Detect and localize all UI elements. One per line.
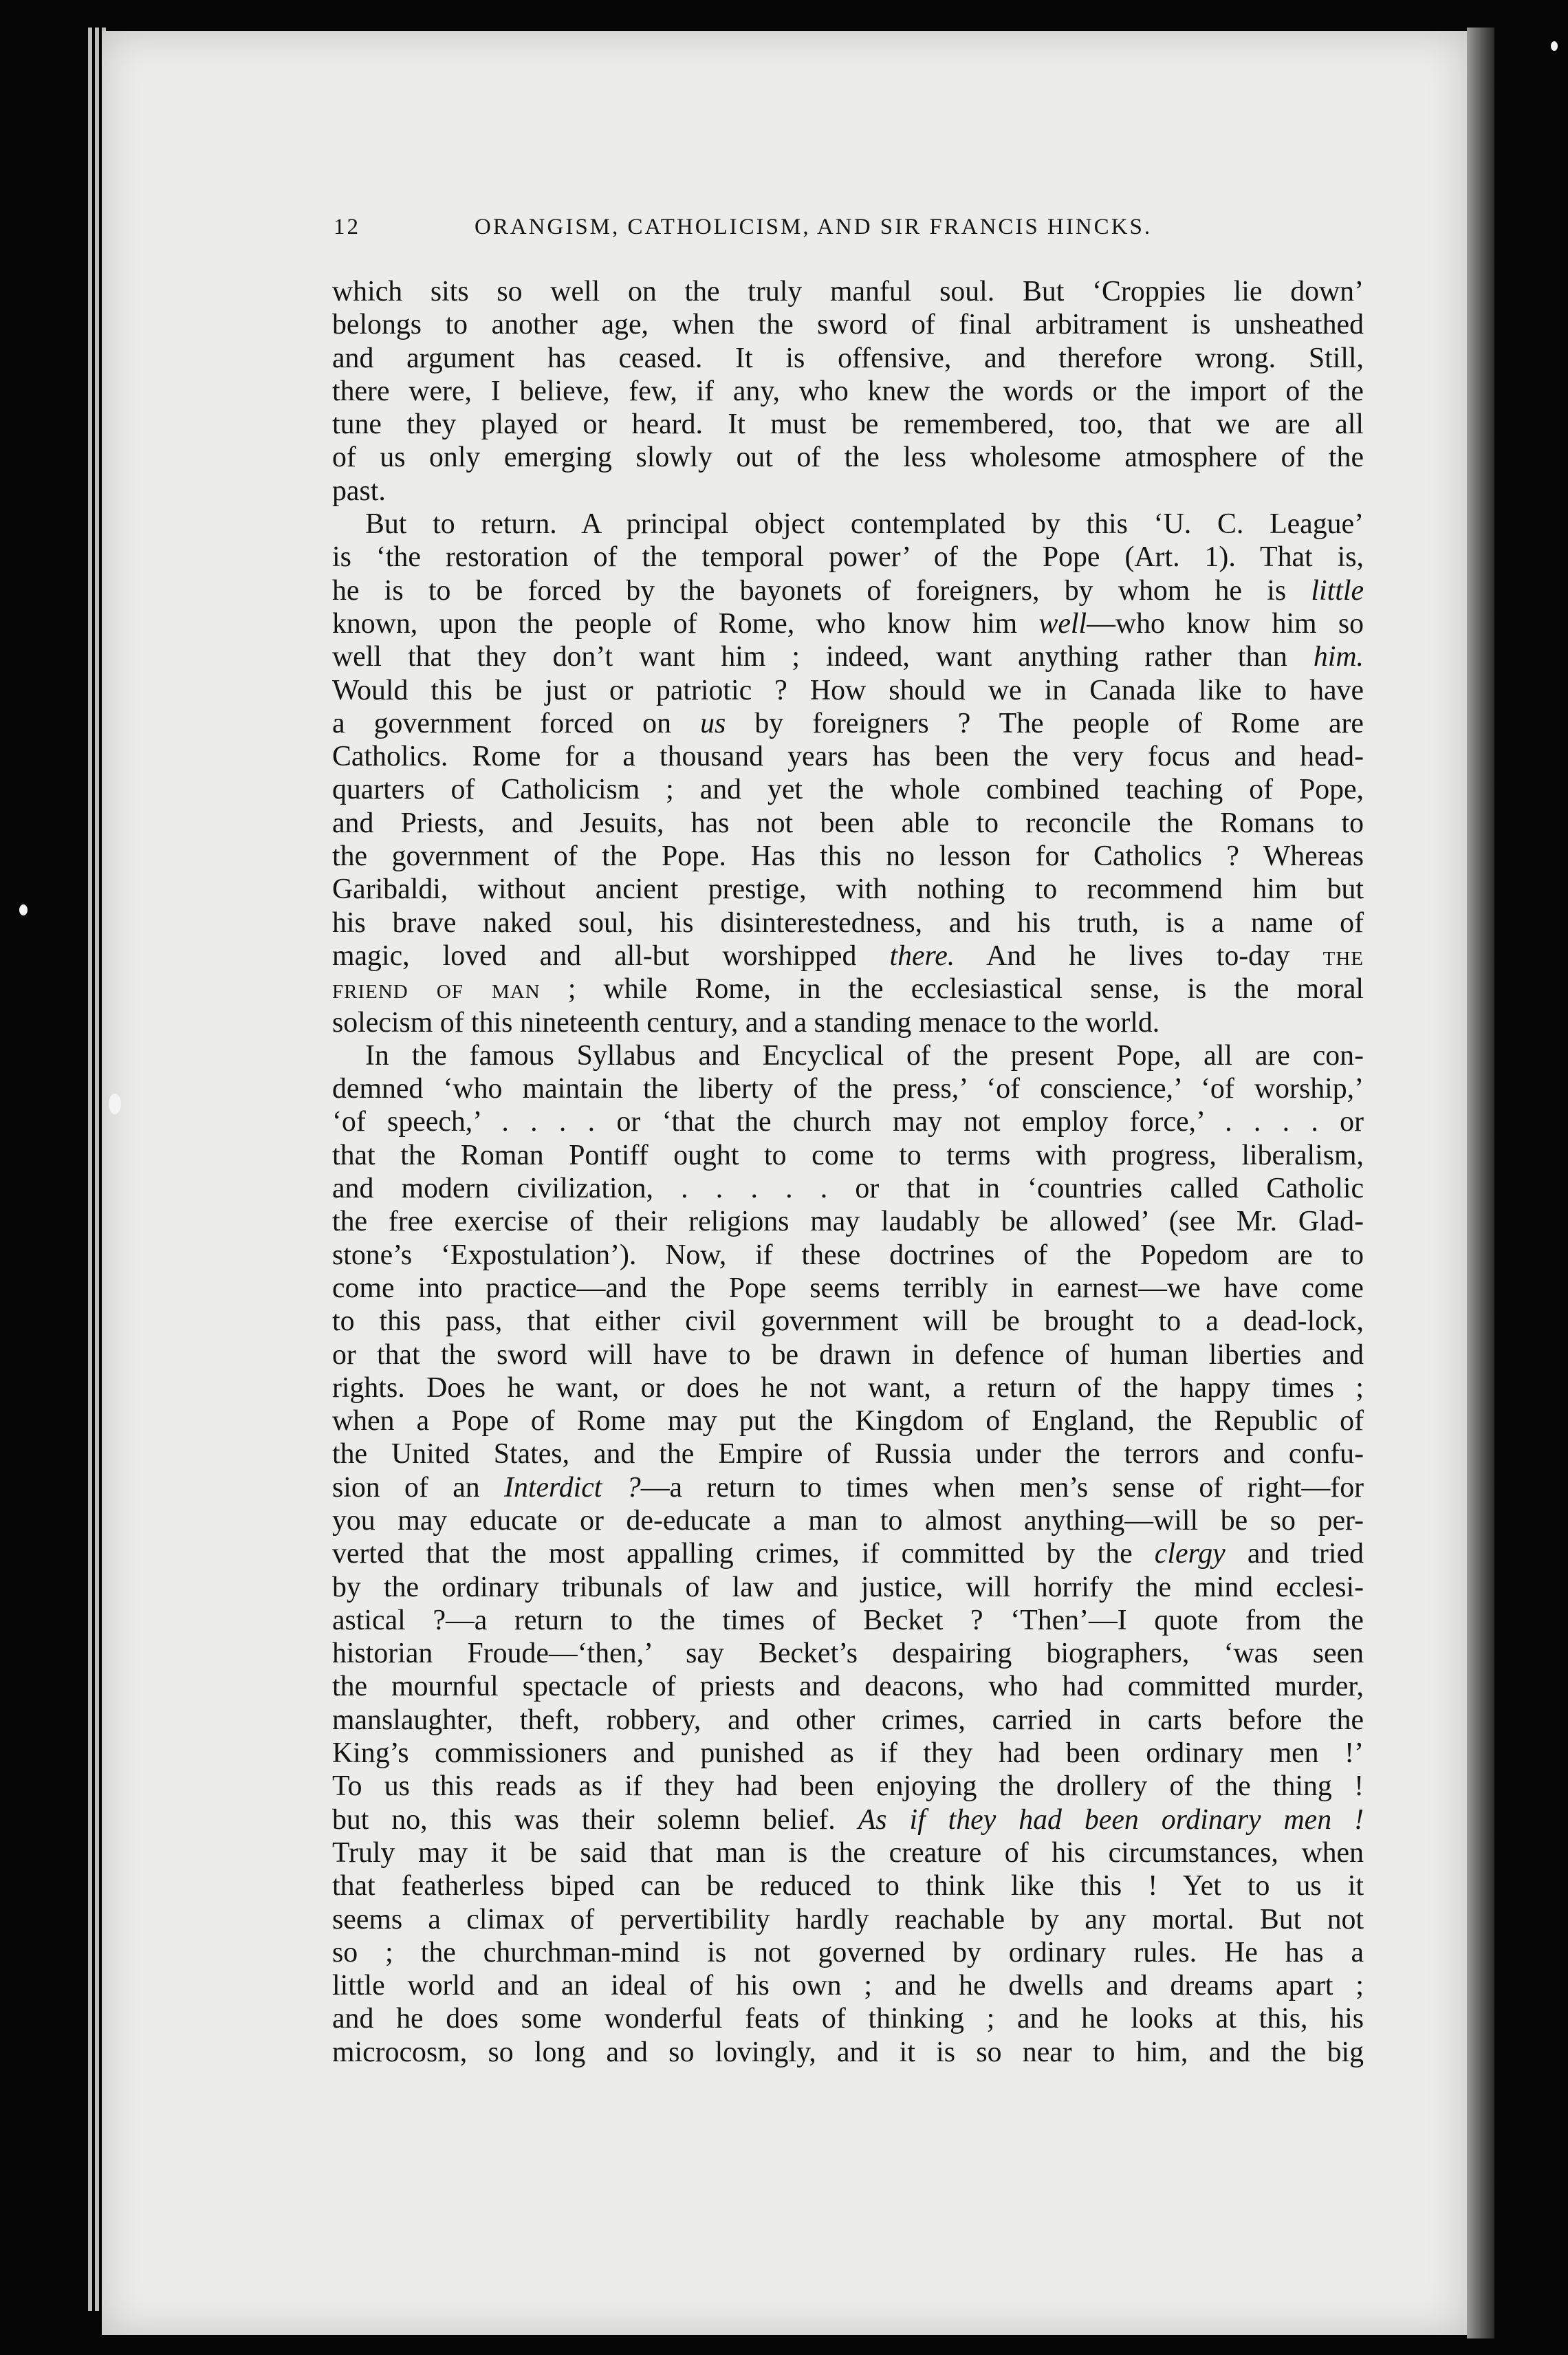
text-line: of us only emerging slowly out of the less wholesome atmosphere of the <box>332 442 1364 474</box>
text-line: or that the sword will have to be drawn in defence of human liberties and <box>332 1338 1364 1371</box>
text-line: belongs to another age, when the sword of final arbitrament is unsheathed <box>332 309 1364 341</box>
italic-run: him. <box>1313 641 1364 673</box>
text-line: to this pass, that either civil government will be brought to a dead-lock, <box>332 1305 1364 1338</box>
small-caps-run: the <box>1322 940 1364 972</box>
text-line: you may educate or de-educate a man to almost anything—will be so per- <box>332 1504 1364 1537</box>
film-speck <box>109 1094 121 1114</box>
italic-run: there. <box>889 940 955 972</box>
text-line: there were, I believe, few, if any, who knew the words or the import of the <box>332 375 1364 407</box>
page-edge <box>88 28 92 2311</box>
paragraph <box>332 508 1364 1039</box>
text-line: and modern civilization, . . . . . or that in ‘countries called Catholic <box>332 1173 1364 1205</box>
text-line: solecism of this nineteenth century, and a standing menace to the world. <box>332 1006 1160 1039</box>
running-head-title: ORANGISM, CATHOLICISM, AND SIR FRANCIS HINCKS. <box>475 215 1153 239</box>
text-line <box>332 940 1364 973</box>
paragraph <box>332 1039 1364 2069</box>
text-line: seems a climax of pervertibility hardly reachable by any mortal. But not <box>332 1903 1364 1935</box>
text-line: demned ‘who maintain the liberty of the press,’ ‘of conscience,’ ‘of worship,’ <box>332 1073 1364 1105</box>
italic-run: well <box>1038 607 1087 640</box>
text-line: ‘of speech,’ . . . . or ‘that the church may not employ force,’ . . . . or <box>332 1106 1364 1138</box>
film-speck <box>19 904 28 915</box>
text-line: historian Froude—‘then,’ say Becket’s despairing biographers, ‘was seen <box>332 1638 1364 1670</box>
text-run: And he lives to-day <box>955 940 1323 972</box>
paragraph <box>332 275 1364 508</box>
text-line: come into practice—and the Pope seems terribly in earnest—we have come <box>332 1272 1364 1304</box>
page-number: 12 <box>334 215 360 239</box>
text-line: past. <box>332 475 386 507</box>
text-line: and he does some wonderful feats of thinking ; and he looks at this, his <box>332 2003 1364 2035</box>
text-line: But to return. A principal object contemplated by this ‘U. C. League’ <box>365 508 1364 541</box>
text-line: by the ordinary tribunals of law and justice, will horrify the mind ecclesi- <box>332 1571 1364 1603</box>
text-run: —a return to times when men’s sense of right—for <box>640 1471 1364 1504</box>
text-run: —who know him so <box>1087 607 1364 640</box>
text-run: magic, loved and all-but worshipped <box>332 940 890 972</box>
text-line: stone’s ‘Expostulation’). Now, if these doctrines of the Popedom are to <box>332 1239 1364 1271</box>
text-line: when a Pope of Rome may put the Kingdom of England, the Republic of <box>332 1405 1364 1437</box>
text-line: that featherless biped can be reduced to think like this ! Yet to us it <box>332 1870 1364 1902</box>
text-run: sion of an <box>332 1471 505 1504</box>
text-line: Would this be just or patriotic ? How should we in Canada like to have <box>332 674 1364 706</box>
italic-run: Interdict ? <box>504 1471 641 1504</box>
text-line: In the famous Syllabus and Encyclical of the present Pope, all are con- <box>365 1039 1364 1072</box>
page-edge <box>95 28 99 2311</box>
text-run: known, upon the people of Rome, who know him <box>332 607 1039 640</box>
text-run: he is to be forced by the bayonets of foreigners, by whom he is <box>332 574 1311 607</box>
film-speck <box>1551 41 1558 51</box>
italic-run: little <box>1311 574 1364 607</box>
text-line: Garibaldi, without ancient prestige, with nothing to recommend him but <box>332 873 1364 906</box>
text-line <box>332 574 1364 607</box>
text-line: and argument has ceased. It is offensive, and therefore wrong. Still, <box>332 342 1364 374</box>
text-line: King’s commissioners and punished as if they had been ordinary men !’ <box>332 1737 1364 1770</box>
text-line <box>332 973 1364 1006</box>
text-run: a government forced on <box>332 707 701 739</box>
text-line <box>332 1537 1364 1570</box>
text-line: rights. Does he want, or does he not want, a return of the happy times ; <box>332 1371 1364 1404</box>
binding-shadow <box>1467 28 1494 2338</box>
body-text <box>332 275 1364 2069</box>
text-line <box>332 607 1364 640</box>
italic-run: clergy <box>1154 1538 1226 1570</box>
italic-run: us <box>700 707 726 739</box>
text-line: which sits so well on the truly manful soul. But ‘Croppies lie down’ <box>332 276 1364 307</box>
text-line: the United States, and the Empire of Russia under the terrors and confu- <box>332 1438 1364 1470</box>
text-line: and Priests, and Jesuits, has not been able to reconcile the Romans to <box>332 807 1364 839</box>
text-line: his brave naked soul, his disinterestedness, and his truth, is a name of <box>332 907 1364 939</box>
text-line: Truly may it be said that man is the creature of his circumstances, when <box>332 1836 1364 1869</box>
text-run: well that they don’t want him ; indeed, want anything rather than <box>332 641 1314 673</box>
text-line: quarters of Catholicism ; and yet the whole combined teaching of Pope, <box>332 774 1364 806</box>
text-line: astical ?—a return to the times of Becket ? ‘Then’—I quote from the <box>332 1604 1364 1636</box>
text-run: ; while Rome, in the ecclesiastical sense, is the moral <box>540 973 1364 1006</box>
small-caps-run: friend of man <box>332 973 541 1006</box>
italic-run: As if they had been ordinary men ! <box>858 1803 1364 1836</box>
text-run: but no, this was their solemn belief. <box>332 1803 858 1836</box>
text-line <box>332 707 1364 740</box>
text-run: verted that the most appalling crimes, if committed by the <box>332 1538 1155 1570</box>
text-line: so ; the churchman-mind is not governed by ordinary rules. He has a <box>332 1936 1364 1968</box>
text-line: microcosm, so long and so lovingly, and it is so near to him, and the big <box>332 2036 1364 2068</box>
text-line: Catholics. Rome for a thousand years has been the very focus and head- <box>332 741 1364 773</box>
text-line: little world and an ideal of his own ; and he dwells and dreams apart ; <box>332 1970 1364 2002</box>
text-line: the government of the Pope. Has this no lesson for Catholics ? Whereas <box>332 840 1364 873</box>
text-run: and tried <box>1225 1538 1364 1570</box>
text-line: the free exercise of their religions may laudably be allowed’ (see Mr. Glad- <box>332 1206 1364 1238</box>
text-line <box>332 1803 1364 1836</box>
text-line: the mournful spectacle of priests and deacons, who had committed murder, <box>332 1671 1364 1703</box>
text-line: manslaughter, theft, robbery, and other crimes, carried in carts before the <box>332 1704 1364 1736</box>
text-line <box>332 1471 1364 1504</box>
text-line: To us this reads as if they had been enjoying the drollery of the thing ! <box>332 1770 1364 1803</box>
running-header <box>334 215 1228 250</box>
text-run: by foreigners ? The people of Rome are <box>726 707 1364 739</box>
text-line: that the Roman Pontiff ought to come to terms with progress, liberalism, <box>332 1139 1364 1171</box>
text-line <box>332 640 1364 673</box>
text-line: is ‘the restoration of the temporal power’ of the Pope (Art. 1). That is, <box>332 541 1364 574</box>
text-line: tune they played or heard. It must be remembered, too, that we are all <box>332 409 1364 441</box>
